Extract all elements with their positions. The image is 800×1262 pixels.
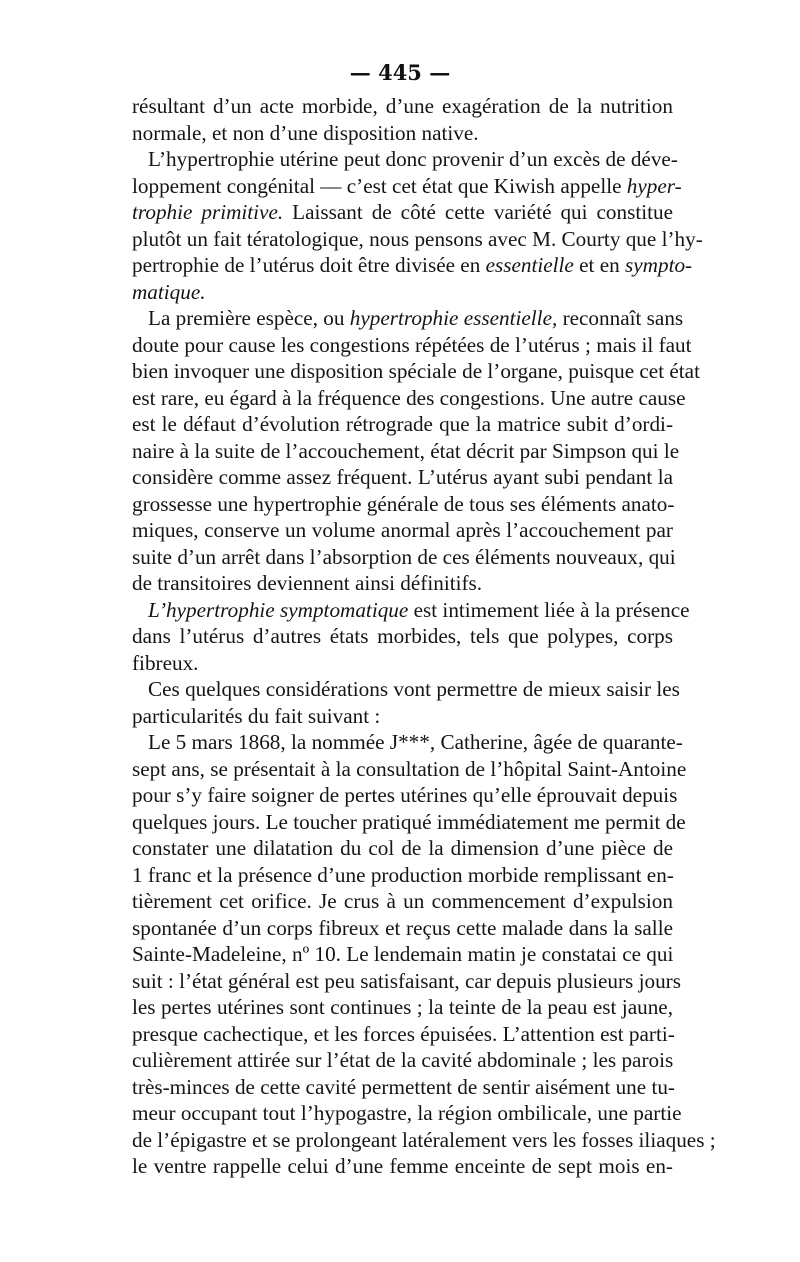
page-number: — 445 —	[349, 60, 451, 85]
text-line	[132, 332, 692, 359]
italic-text: trophie primitive.	[132, 200, 284, 224]
text-run: 1 franc et la présence d’une production morbide remplissant en-	[132, 862, 674, 887]
text-line	[132, 464, 673, 491]
text-line	[132, 226, 703, 253]
text-run: résultant d’un acte morbide, d’une exagération de la nutrition	[132, 94, 673, 118]
text-line	[132, 438, 680, 465]
text-run: plutôt un fait tératologique, nous pensons avec M. Courty que l’hy-	[132, 226, 703, 251]
text-run: est intimement liée à la présence	[408, 597, 690, 622]
text-line	[132, 888, 673, 915]
text-run: reconnaît sans	[557, 306, 684, 330]
text-line	[132, 1100, 682, 1127]
paragraph	[132, 93, 673, 146]
text-line	[132, 862, 673, 889]
text-line	[132, 146, 678, 173]
text-line	[132, 941, 673, 968]
text-line	[132, 1153, 673, 1180]
text-run: et en	[573, 253, 626, 277]
text-line	[132, 676, 680, 703]
paragraph	[132, 676, 680, 729]
text-run: culièrement attirée sur l’état de la cavité abdominale ; les parois	[132, 1048, 674, 1072]
italic-text: hypertrophie essentielle,	[349, 306, 558, 330]
text-line	[132, 199, 673, 226]
text-run: La première espèce, ou	[148, 306, 350, 330]
text-line	[132, 729, 683, 756]
text-run: sept ans, se présentait à la consultation de l’hôpital Saint-Antoine	[132, 756, 687, 781]
text-run: quelques jours. Le toucher pratiqué immédiatement me permit de	[132, 809, 686, 834]
text-run: doute pour cause les congestions répétées de l’utérus ; mais il faut	[132, 332, 692, 357]
text-run: spontanée d’un corps fibreux et reçus cette malade dans la salle	[132, 915, 673, 940]
text-line	[132, 411, 673, 438]
text-run: est le défaut d’évolution rétrograde que la matrice subit d’ordi-	[132, 412, 673, 436]
text-line	[132, 1127, 716, 1154]
paragraph	[132, 597, 690, 677]
text-run: grossesse une hypertrophie générale de tous ses éléments anato-	[132, 491, 675, 516]
paragraph	[132, 146, 703, 305]
text-line	[132, 93, 673, 120]
text-run: Le 5 mars 1868, la nommée J***, Catherine, âgée de quarante-	[148, 730, 683, 754]
text-run: de l’épigastre et se prolongeant latéralement vers les fosses iliaques ;	[132, 1127, 716, 1152]
text-run: très-minces de cette cavité permettent de sentir aisément une tu-	[132, 1074, 675, 1099]
text-run: est rare, eu égard à la fréquence des congestions. Une autre cause	[132, 385, 686, 410]
text-line	[132, 835, 673, 862]
text-run: Laissant de côté cette variété qui constitue	[283, 200, 673, 224]
text-line	[132, 305, 684, 332]
text-line	[132, 915, 673, 942]
italic-text: hyper-	[626, 173, 682, 198]
text-run: fibreux.	[132, 650, 199, 675]
text-line	[132, 385, 686, 412]
text-run: les pertes utérines sont continues ; la teinte de la peau est jaune,	[132, 995, 673, 1019]
text-line	[132, 173, 682, 200]
text-run: presque cachectique, et les forces épuisées. L’attention est parti-	[132, 1021, 675, 1046]
text-line	[132, 1047, 673, 1074]
text-line	[132, 1021, 673, 1048]
text-run: meur occupant tout l’hypogastre, la région ombilicale, une partie	[132, 1101, 682, 1125]
text-line	[132, 517, 673, 544]
text-line	[132, 358, 700, 385]
text-line	[132, 544, 676, 571]
text-line	[132, 120, 673, 147]
text-run: considère comme assez fréquent. L’utérus ayant subi pendant la	[132, 465, 673, 489]
text-line	[132, 782, 678, 809]
text-line	[132, 570, 673, 597]
text-line	[132, 756, 687, 783]
text-run: suite d’un arrêt dans l’absorption de ces éléments nouveaux, qui	[132, 544, 676, 569]
text-run: naire à la suite de l’accouchement, état décrit par Simpson qui le	[132, 438, 680, 463]
text-line	[132, 809, 686, 836]
italic-text: L’hypertrophie symptomatique	[148, 597, 409, 622]
italic-text: sympto-	[625, 253, 693, 277]
text-run: normale, et non d’une disposition native.	[132, 120, 479, 145]
text-line	[132, 597, 690, 624]
italic-text: matique.	[132, 279, 206, 304]
text-line	[132, 252, 693, 279]
text-line	[132, 1074, 673, 1101]
text-run: loppement congénital — c’est cet état que Kiwish appelle	[132, 173, 627, 198]
text-run: pour s’y faire soigner de pertes utérines qu’elle éprouvait depuis	[132, 783, 678, 807]
text-run: dans l’utérus d’autres états morbides, tels que polypes, corps	[132, 624, 673, 648]
text-line	[132, 650, 673, 677]
text-run: particularités du fait suivant :	[132, 703, 381, 728]
text-run: tièrement cet orifice. Je crus à un commencement d’expulsion	[132, 889, 673, 913]
body-text	[132, 93, 716, 1180]
paragraph	[132, 305, 700, 597]
text-run: pertrophie de l’utérus doit être divisée en	[132, 253, 486, 277]
text-line	[132, 703, 673, 730]
text-run: Ces quelques considérations vont permettre de mieux saisir les	[148, 677, 680, 701]
text-run: Sainte-Madeleine, nº 10. Le lendemain matin je constatai ce qui	[132, 942, 674, 966]
text-run: de transitoires deviennent ainsi définitifs.	[132, 571, 483, 595]
text-run: suit : l’état général est peu satisfaisant, car depuis plusieurs jours	[132, 968, 681, 993]
italic-text: essentielle	[485, 253, 574, 277]
text-run: L’hypertrophie utérine peut donc provenir d’un excès de déve-	[148, 147, 678, 171]
paragraph	[132, 729, 716, 1180]
text-line	[132, 491, 673, 518]
text-run: bien invoquer une disposition spéciale de l’organe, puisque cet état	[132, 359, 700, 383]
text-line	[132, 623, 673, 650]
text-run: constater une dilatation du col de la dimension d’une pièce de	[132, 836, 673, 860]
text-run: le ventre rappelle celui d’une femme enceinte de sept mois en-	[132, 1154, 673, 1178]
text-line	[132, 994, 673, 1021]
text-line	[132, 968, 681, 995]
text-line	[132, 279, 673, 306]
text-run: miques, conserve un volume anormal après l’accouchement par	[132, 518, 673, 542]
